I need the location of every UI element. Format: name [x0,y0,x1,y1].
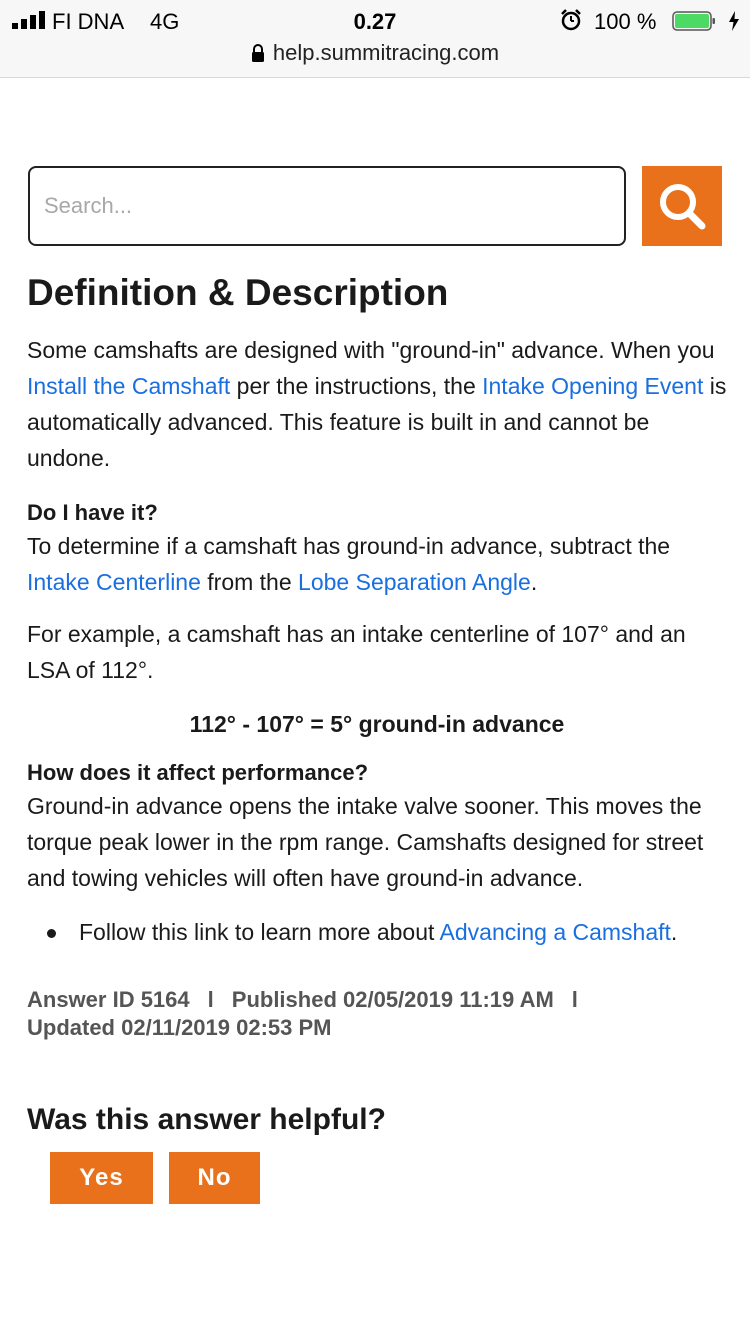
published-date: Published 02/05/2019 11:19 AM [231,987,554,1012]
updated-date: Updated 02/11/2019 02:53 PM [27,1015,332,1040]
lock-icon [251,44,265,62]
search-icon [656,180,708,232]
install-camshaft-link[interactable]: Install the Camshaft [27,373,231,399]
url-bar[interactable] [0,40,750,66]
formula-text: 112° - 107° = 5° ground-in advance [189,711,565,737]
lobe-separation-angle-link[interactable]: Lobe Separation Angle [298,569,531,595]
search-input[interactable] [28,166,626,246]
bullet-icon [47,929,56,938]
feedback-question: Was this answer helpful? [27,1103,386,1136]
yes-button[interactable]: Yes [50,1152,153,1204]
feedback-buttons [27,1152,727,1204]
browser-top-bar [0,0,750,78]
example-paragraph: For example, a camshaft has an intake centerline of 107° and an LSA of 112°. [27,621,686,683]
status-bar [0,6,750,36]
alarm-icon [560,9,582,31]
determine-paragraph: To determine if a camshaft has ground-in advance, subtract the Intake Centerline from the Lobe Separation Angle. [27,533,671,595]
battery-percentage: 100 % [594,9,657,34]
intake-opening-event-link[interactable]: Intake Opening Event [482,373,704,399]
section-heading-performance: How does it affect performance? [27,760,369,785]
intake-centerline-link[interactable]: Intake Centerline [27,569,201,595]
article-content [27,268,727,1204]
battery-icon [672,11,716,31]
meta-separator: l [207,987,214,1012]
definition-paragraph: Some camshafts are designed with "ground-in" advance. When you Install the Camshaft per the instructions, the Intake Opening Event is automatically advanced. This feature is built in and cannot be undone. [27,337,727,471]
list-item: Follow this link to learn more about Advancing a Camshaft. [27,914,727,950]
answer-id: Answer ID 5164 [27,987,190,1012]
answer-metadata [27,986,727,1042]
no-button[interactable]: No [169,1152,260,1204]
advancing-camshaft-link[interactable]: Advancing a Camshaft [439,919,671,945]
carrier-name: FI DNA [52,9,125,34]
network-type: 4G [150,9,180,34]
url-domain: help.summitracing.com [272,40,500,65]
search-button[interactable] [642,166,722,246]
page-title: Definition & Description [27,272,449,313]
status-time: 0.27 [353,9,397,34]
charging-icon [728,11,740,31]
performance-paragraph: Ground-in advance opens the intake valve sooner. This moves the torque peak lower in the rpm range. Camshafts designed for street and towing vehicles will often have ground-in advance. [27,793,704,891]
section-heading-do-i-have-it: Do I have it? [27,500,158,525]
meta-separator: l [571,987,578,1012]
link-list [27,914,727,950]
